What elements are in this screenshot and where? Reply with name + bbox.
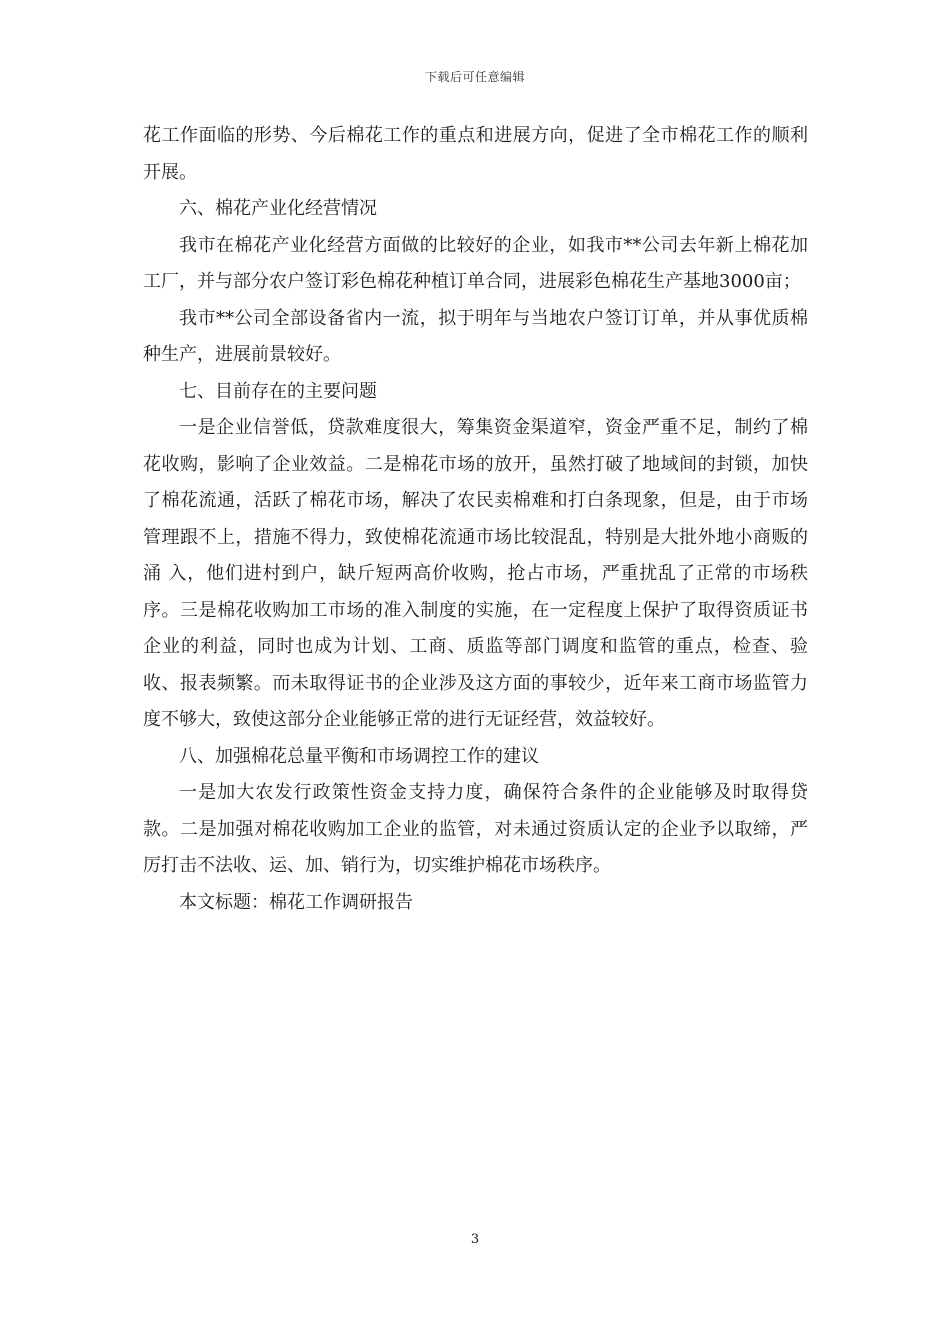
- paragraph: 一是加大农发行政策性资金支持力度，确保符合条件的企业能够及时取得贷款。二是加强对棉花收购加工企业的监管，对未通过资质认定的企业予以取缔，严厉打击不法收、运、加、销行为，切实维护棉花市场秩序。: [143, 782, 808, 876]
- paragraph: 一是企业信誉低，贷款难度很大，筹集资金渠道窄，资金严重不足，制约了棉花收购，影响了企业效益。二是棉花市场的放开，虽然打破了地域间的封锁，加快了棉花流通，活跃了棉花市场，解决了农民卖棉难和打白条现象，但是，由于市场管理跟不上，措施不得力，致使棉花流通市场比较混乱，特别是大批外地小商贩的涌 入，他们进村到户，缺斤短两高价收购，抢占市场，严重扰乱了正常的市场秩序。三是棉花收购加工市场的准入制度的实施，在一定程度上保护了取得资质证书企业的利益，同时也成为计划、工商、质监等部门调度和监管的重点，检查、验收、报表频繁。而未取得证书的企业涉及这方面的事较少，近年来工商市场监管力度不够大，致使这部分企业能够正常的进行无证经营，效益较好。: [143, 417, 808, 730]
- section-heading-6: 六、棉花产业化经营情况: [179, 198, 377, 219]
- page-number: 3: [470, 1232, 480, 1247]
- article-title-line: 本文标题：棉花工作调研报告: [179, 891, 413, 913]
- paragraph: 我市**公司全部设备省内一流，拟于明年与当地农户签订订单，并从事优质棉种生产，进展前景较好。: [143, 307, 808, 365]
- paragraph-continuation: 花工作面临的形势、今后棉花工作的重点和进展方向，促进了全市棉花工作的顺利开展。: [143, 125, 808, 183]
- section-heading-7: 七、目前存在的主要问题: [179, 380, 377, 402]
- paragraph: 我市在棉花产业化经营方面做的比较好的企业，如我市**公司去年新上棉花加工厂，并与部分农户签订彩色棉花种植订单合同，进展彩色棉花生产基地3000亩；: [143, 234, 808, 292]
- page-header: 下载后可任意编辑: [424, 70, 525, 84]
- document-body: [143, 118, 808, 921]
- section-heading-8: 八、加强棉花总量平衡和市场调控工作的建议: [179, 745, 539, 767]
